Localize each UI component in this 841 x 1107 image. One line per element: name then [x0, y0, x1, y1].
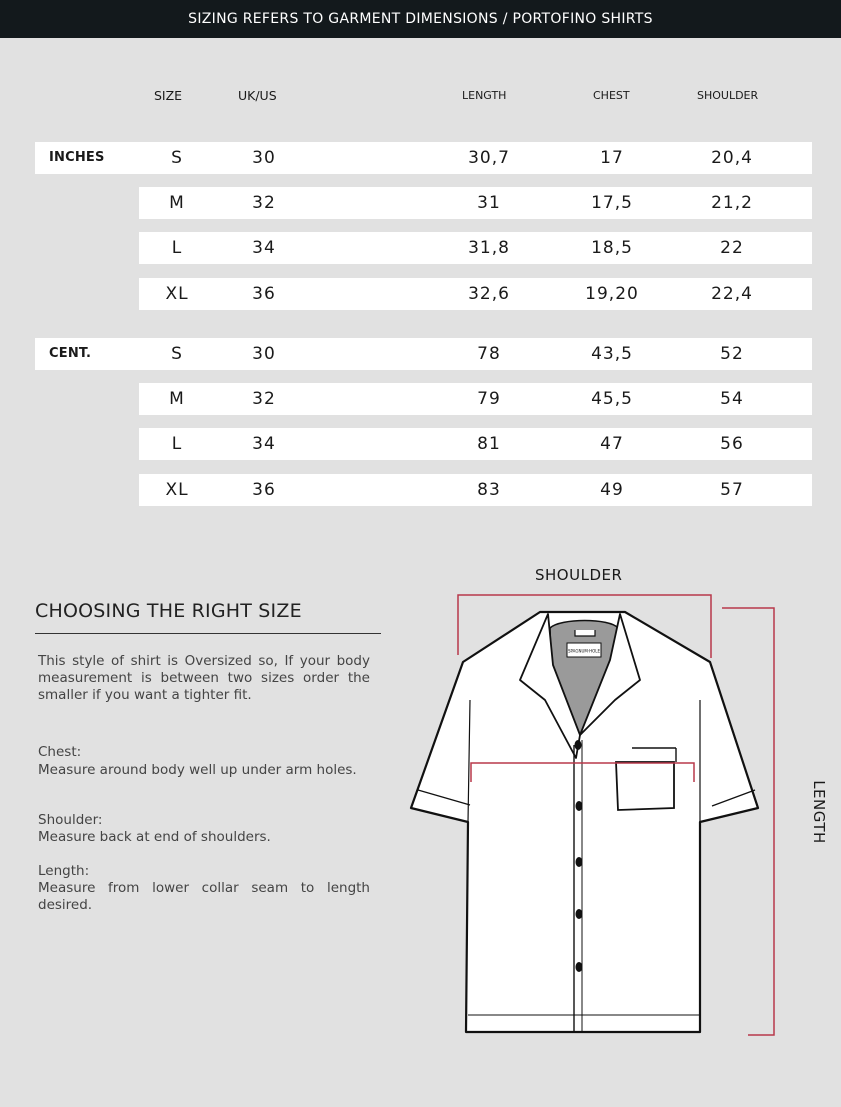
unit-label-inches: INCHES	[49, 150, 105, 165]
chest-pocket	[616, 762, 674, 810]
size-cell: S	[171, 344, 183, 364]
shoulder-cell: 20,4	[711, 148, 753, 168]
size-cell: L	[171, 434, 183, 454]
length-guide-text: Measure from lower collar seam to length desired.	[38, 880, 370, 913]
chest-cell: 17,5	[591, 193, 633, 213]
size-cell: XL	[165, 480, 189, 500]
shoulder-cell: 57	[720, 480, 744, 500]
size-cell: M	[169, 389, 185, 409]
shoulder-cell: 22	[720, 238, 744, 258]
chest-cell: 17	[600, 148, 624, 168]
length-cell: 83	[477, 480, 501, 500]
column-header-size: SIZE	[154, 88, 183, 103]
shoulder-guide-label: Shoulder:	[38, 812, 103, 828]
chest-cell: 49	[600, 480, 624, 500]
shirt-illustration	[400, 588, 780, 1048]
ukus-cell: 36	[252, 284, 276, 304]
length-cell: 31	[477, 193, 501, 213]
page-header-bar	[0, 0, 841, 38]
table-row	[35, 338, 812, 370]
size-cell: M	[169, 193, 185, 213]
length-cell: 78	[477, 344, 501, 364]
table-row	[139, 232, 812, 264]
chest-cell: 45,5	[591, 389, 633, 409]
column-header-chest: CHEST	[593, 89, 630, 102]
intro-text: This style of shirt is Oversized so, If your body measurement is between two sizes order the smaller if you want a tighter fit.	[38, 653, 370, 703]
brand-tag-text: SPAGNUM·HOLE	[567, 648, 601, 654]
length-measure-line	[722, 608, 774, 1035]
chest-guide-text: Measure around body well up under arm holes.	[38, 762, 357, 778]
length-cell: 32,6	[468, 284, 510, 304]
table-row	[139, 278, 812, 310]
ukus-cell: 32	[252, 389, 276, 409]
shoulder-cell: 54	[720, 389, 744, 409]
column-header-length: LENGTH	[462, 89, 507, 102]
section-title: CHOOSING THE RIGHT SIZE	[35, 600, 302, 622]
chest-cell: 47	[600, 434, 624, 454]
ukus-cell: 34	[252, 434, 276, 454]
shoulder-cell: 21,2	[711, 193, 753, 213]
ukus-cell: 36	[252, 480, 276, 500]
size-cell: S	[171, 148, 183, 168]
shoulder-cell: 52	[720, 344, 744, 364]
table-row	[139, 428, 812, 460]
table-row	[139, 383, 812, 415]
length-guide-label: Length:	[38, 863, 90, 879]
chest-guide-label: Chest:	[38, 744, 82, 760]
table-row	[139, 187, 812, 219]
chest-cell: 18,5	[591, 238, 633, 258]
chest-cell: 43,5	[591, 344, 633, 364]
table-row	[35, 142, 812, 174]
size-cell: XL	[165, 284, 189, 304]
column-header-ukus: UK/US	[238, 88, 277, 103]
ukus-cell: 34	[252, 238, 276, 258]
chest-cell: 19,20	[585, 284, 639, 304]
length-cell: 79	[477, 389, 501, 409]
ukus-cell: 30	[252, 148, 276, 168]
page-title: SIZING REFERS TO GARMENT DIMENSIONS / PORTOFINO SHIRTS	[188, 11, 653, 27]
length-cell: 30,7	[468, 148, 510, 168]
shoulder-diagram-label: SHOULDER	[535, 566, 623, 584]
section-divider	[35, 633, 381, 634]
length-diagram-label: LENGTH	[810, 780, 828, 844]
shoulder-cell: 56	[720, 434, 744, 454]
unit-label-cent: CENT.	[49, 346, 92, 361]
shoulder-guide-text: Measure back at end of shoulders.	[38, 829, 271, 845]
length-cell: 31,8	[468, 238, 510, 258]
shoulder-cell: 22,4	[711, 284, 753, 304]
table-row	[139, 474, 812, 506]
column-header-shoulder: SHOULDER	[697, 89, 759, 102]
ukus-cell: 32	[252, 193, 276, 213]
ukus-cell: 30	[252, 344, 276, 364]
size-cell: L	[171, 238, 183, 258]
length-cell: 81	[477, 434, 501, 454]
